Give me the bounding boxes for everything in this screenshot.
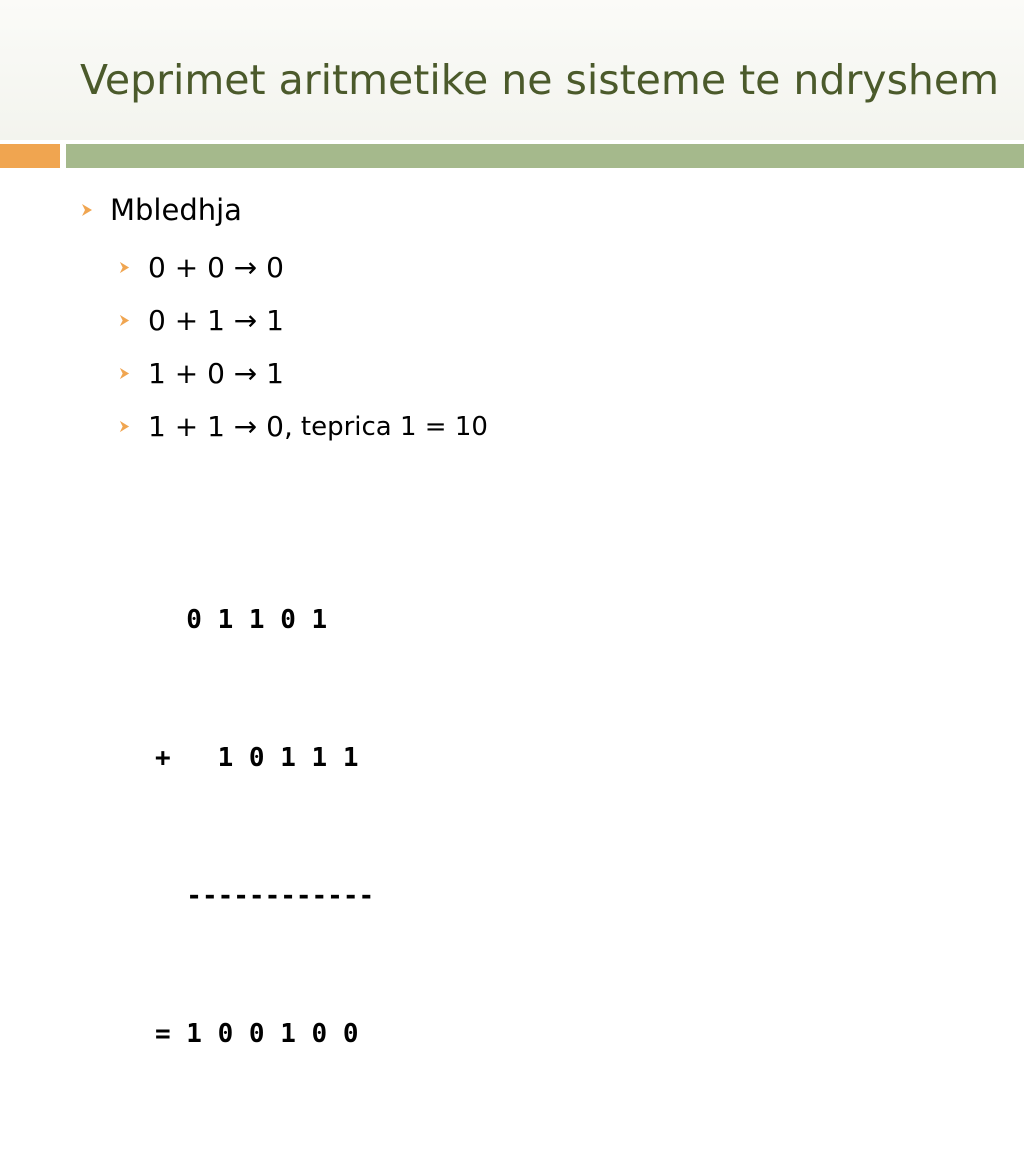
bullet-arrow-icon — [80, 203, 110, 217]
section-label: Mbledhja — [110, 193, 242, 227]
bullet-rule — [118, 304, 284, 337]
accent-bar-orange — [0, 144, 60, 168]
slide-title: Veprimet aritmetike ne sisteme te ndryshem — [80, 56, 1000, 104]
rule-text: 1 + 0 → 1 — [148, 357, 284, 390]
addend-1: 0 1 1 0 1 — [155, 605, 328, 635]
bullet-arrow-icon — [118, 367, 148, 380]
addend-2: + 1 0 1 1 1 — [155, 743, 359, 773]
bullet-rule — [118, 251, 284, 284]
rule-text: 1 + 1 → 0, — [148, 410, 293, 443]
rule-text: 0 + 1 → 1 — [148, 304, 284, 337]
accent-bar-green — [66, 144, 1024, 168]
bullet-section — [80, 193, 242, 227]
rule-note: teprica 1 = 10 — [300, 411, 488, 442]
sum-result: = 1 0 0 1 0 0 — [155, 1019, 359, 1049]
bullet-arrow-icon — [118, 314, 148, 327]
bullet-rule — [118, 410, 488, 443]
bullet-rule — [118, 357, 284, 390]
binary-addition-example — [155, 505, 374, 1149]
bullet-arrow-icon — [118, 420, 148, 433]
rule-text: 0 + 0 → 0 — [148, 251, 284, 284]
sum-divider: ------------ — [155, 881, 375, 911]
bullet-arrow-icon — [118, 261, 148, 274]
